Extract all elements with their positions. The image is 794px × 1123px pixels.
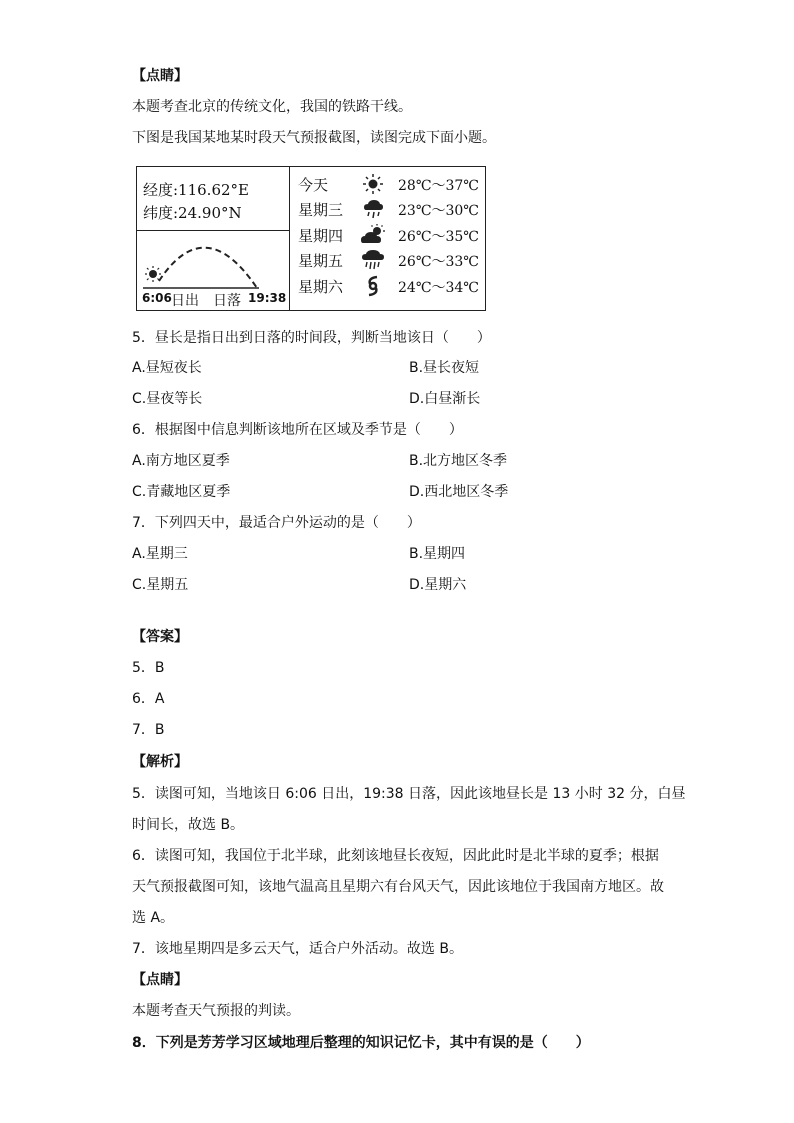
forecast-row (290, 274, 485, 298)
sunrise-sun-icon (145, 266, 161, 282)
partly-cloudy-icon (360, 223, 386, 247)
question-8-stem: 8．下列是芳芳学习区域地理后整理的知识记忆卡，其中有误的是（ ） (132, 1035, 590, 1051)
analysis-line: 时间长，故选 B。 (132, 817, 245, 833)
q6-option-d: D.西北地区冬季 (409, 484, 509, 500)
dianjing-2-text: 本题考查天气预报的判读。 (132, 1003, 300, 1019)
forecast-day: 星期三 (298, 201, 344, 219)
forecast-day: 星期四 (298, 227, 344, 245)
forecast-day: 星期五 (298, 252, 344, 270)
analysis-line: 7．该地星期四是多云天气，适合户外活动。故选 B。 (132, 941, 463, 957)
question-7-stem: 7．下列四天中，最适合户外运动的是（ ） (132, 515, 421, 531)
figure-intro: 下图是我国某地某时段天气预报截图，读图完成下面小题。 (132, 130, 496, 146)
q5-option-b: B.昼长夜短 (409, 360, 480, 376)
heavy-rain-icon (360, 248, 386, 272)
analysis-line: 6．读图可知，我国位于北半球，此刻该地昼长夜短，因此此时是北半球的夏季；根据 (132, 848, 659, 864)
latitude-text: 纬度:24.90°N (143, 204, 242, 222)
q7-option-b: B.星期四 (409, 546, 466, 562)
forecast-temp: 28℃～37℃ (398, 178, 479, 194)
dianjing-text: 本题考查北京的传统文化，我国的铁路干线。 (132, 99, 412, 115)
q7-option-c: C.星期五 (132, 577, 189, 593)
section-heading-analysis: 【解析】 (132, 754, 188, 770)
q7-option-a: A.星期三 (132, 546, 188, 562)
forecast-temp: 26℃～33℃ (398, 254, 479, 270)
q5-option-c: C.昼夜等长 (132, 391, 203, 407)
forecast-temp: 26℃～35℃ (398, 229, 479, 245)
sun-path-box (137, 231, 289, 310)
forecast-temp: 24℃～34℃ (398, 280, 479, 296)
sunrise-label: 日出 (171, 293, 199, 309)
sun-icon (360, 172, 386, 196)
analysis-line: 5．读图可知，当地该日 6:06 日出，19:38 日落，因此该地昼长是 13 小时 32 分，白昼 (132, 786, 686, 802)
analysis-line: 天气预报截图可知，该地气温高且星期六有台风天气，因此该地位于我国南方地区。故 (132, 879, 664, 895)
coordinates-box (137, 167, 289, 231)
forecast-row (290, 197, 485, 221)
weather-forecast-figure (136, 166, 486, 311)
forecast-temp: 23℃～30℃ (398, 203, 479, 219)
q5-option-d: D.白昼渐长 (409, 391, 481, 407)
forecast-row (290, 248, 485, 272)
forecast-row (290, 223, 485, 247)
section-heading-answer: 【答案】 (132, 629, 188, 645)
location-panel (137, 167, 290, 310)
sunrise-time: 6:06 (142, 291, 172, 305)
forecast-panel (290, 167, 485, 310)
analysis-line: 选 A。 (132, 910, 175, 926)
longitude-text: 经度:116.62°E (143, 181, 249, 199)
forecast-day: 今天 (298, 176, 329, 194)
q5-option-a: A.昼短夜长 (132, 360, 202, 376)
typhoon-icon (360, 274, 386, 298)
section-heading-dianjing-2: 【点睛】 (132, 972, 188, 988)
answer-item: 5．B (132, 660, 165, 676)
forecast-row (290, 172, 485, 196)
sunset-time: 19:38 (248, 291, 287, 305)
question-6-stem: 6．根据图中信息判断该地所在区域及季节是（ ） (132, 422, 463, 438)
question-5-stem: 5．昼长是指日出到日落的时间段，判断当地该日（ ） (132, 330, 491, 346)
sunset-label: 日落 (213, 293, 241, 309)
rain-icon (360, 197, 386, 221)
q6-option-a: A.南方地区夏季 (132, 453, 230, 469)
forecast-day: 星期六 (298, 278, 344, 296)
q6-option-b: B.北方地区冬季 (409, 453, 508, 469)
q6-option-c: C.青藏地区夏季 (132, 484, 231, 500)
answer-item: 7．B (132, 722, 165, 738)
answer-item: 6．A (132, 691, 165, 707)
section-heading-dianjing: 【点睛】 (132, 68, 188, 84)
q7-option-d: D.星期六 (409, 577, 467, 593)
